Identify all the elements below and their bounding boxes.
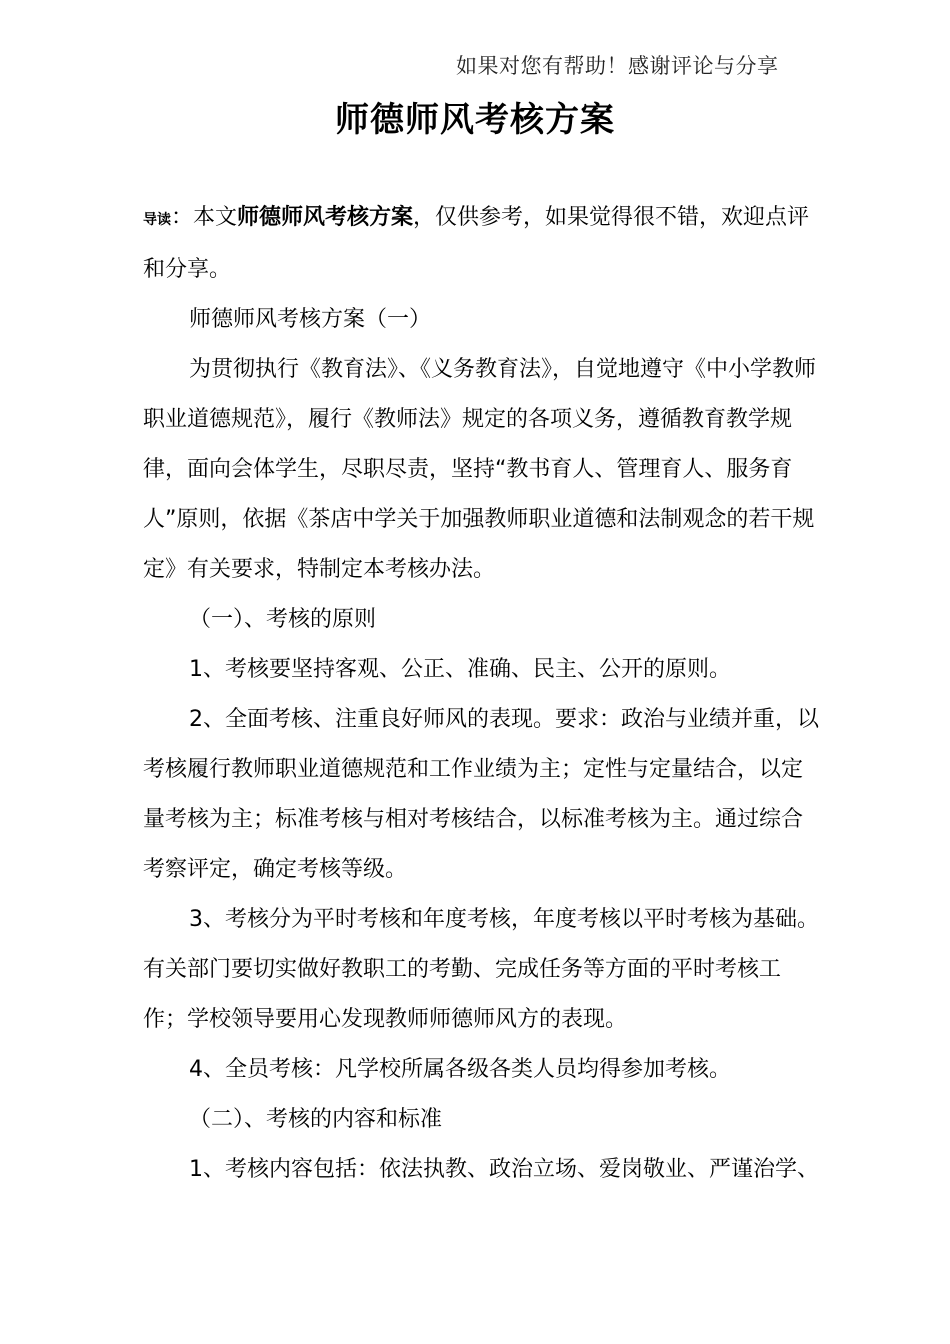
principle-item-1: 1、考核要坚持客观、公正、准确、民主、公开的原则。 [189,657,731,682]
subsection-heading-principles: （一）、考核的原则 [189,607,377,632]
lead-paragraph [143,193,823,295]
content-item-1: 1、考核内容包括：依法执教、政治立场、爱岗敬业、严谨治学、 [189,1157,819,1182]
lead-prefix: ：本文 [171,205,238,230]
subsection-heading-content: （二）、考核的内容和标准 [189,1107,443,1132]
intro-paragraph: 为贯彻执行《教育法》、《义务教育法》，自觉地遵守《中小学教师职业道德规范》，履行《教师法》规定的各项义务，遵循教育教学规律，面向会体学生，尽职尽责，坚持“教书育人、管理育人、服务育人”原则，依据《茶店中学关于加强教师职业道德和法制观念的若干规定》有关要求，特制定本考核办法。 [143,357,817,582]
header-note: 如果对您有帮助！感谢评论与分享 [456,54,779,78]
principle-item-3: 3、考核分为平时考核和年度考核，年度考核以平时考核为基础。有关部门要切实做好教职工的考勤、完成任务等方面的平时考核工作；学校领导要用心发现教师师德师风方的表现。 [143,907,819,1032]
lead-title-reference: 师德师风考核方案 [237,205,414,230]
lead-suffix: ，仅供参考，如果觉得很不错，欢迎点评和分享。 [143,205,810,282]
principle-item-4: 4、全员考核：凡学校所属各级各类人员均得参加考核。 [189,1057,731,1082]
section-heading: 师德师风考核方案（一） [189,307,432,332]
lead-label: 导读 [143,212,171,228]
document-title: 师德师风考核方案 [335,100,615,140]
document-body [143,193,823,1195]
principle-item-2: 2、全面考核、注重良好师风的表现。要求：政治与业绩并重，以考核履行教师职业道德规范和工作业绩为主；定性与定量结合，以定量考核为主；标准考核与相对考核结合，以标准考核为主。通过综合考察评定，确定考核等级。 [143,707,819,882]
